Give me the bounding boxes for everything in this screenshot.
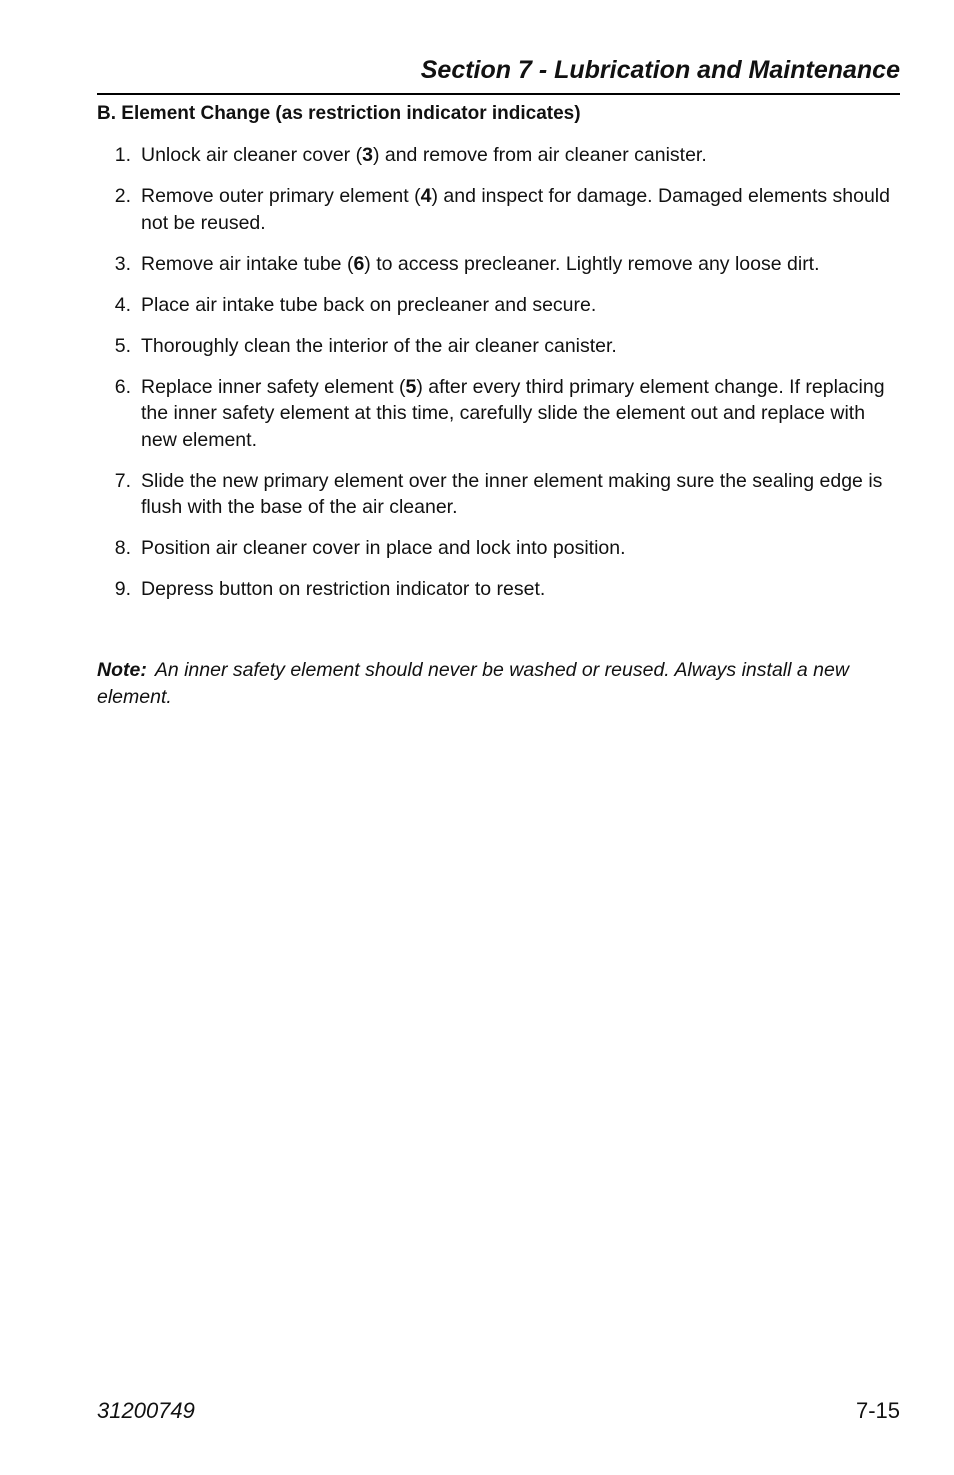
step-text: Slide the new primary element over the inner element making sure the sealing edge is flush with the base of the air cleaner. — [141, 469, 883, 518]
step-number: 4. — [114, 293, 131, 316]
callout-number: 3 — [362, 144, 373, 166]
step-text: Unlock air cleaner cover (3) and remove from air cleaner canister. — [141, 144, 707, 166]
step-item — [97, 576, 900, 603]
step-number: 9. — [114, 578, 131, 600]
step-number: 2. — [114, 185, 131, 207]
step-text: Remove outer primary element (4) and inspect for damage. Damaged elements should not be reused. — [141, 185, 890, 234]
step-item — [97, 142, 900, 169]
step-item — [97, 183, 900, 236]
step-number: 5. — [114, 334, 131, 357]
step-text: Place air intake tube back on precleaner and secure. — [141, 293, 597, 316]
procedure-heading: B. Element Change (as restriction indicator indicates) — [97, 103, 581, 124]
section-title: Section 7 - Lubrication and Maintenance — [420, 56, 900, 84]
step-text: Depress button on restriction indicator to reset. — [141, 578, 546, 600]
callout-number: 4 — [420, 185, 432, 207]
procedure-steps — [97, 142, 900, 617]
document-number: 31200749 — [97, 1398, 195, 1423]
step-number: 1. — [114, 144, 131, 166]
step-number: 3. — [114, 252, 131, 275]
page-number: 7-15 — [855, 1398, 900, 1423]
step-text: Thoroughly clean the interior of the air cleaner canister. — [141, 334, 617, 357]
note-text: An inner safety element should never be washed or reused. Always install a new element. — [97, 659, 849, 708]
step-text: Remove air intake tube (6) to access precleaner. Lightly remove any loose dirt. — [141, 252, 820, 275]
step-item — [97, 535, 900, 562]
note-block — [97, 657, 900, 710]
step-text: Position air cleaner cover in place and lock into position. — [141, 537, 626, 559]
callout-number: 5 — [405, 375, 417, 398]
step-number: 8. — [114, 537, 131, 559]
step-item — [97, 333, 900, 360]
step-item — [97, 251, 900, 278]
step-text: Replace inner safety element (5) after every third primary element change. If replacing the inner safety element at this time, carefully slide the element out and replace with new element. — [141, 375, 885, 451]
step-number: 6. — [114, 375, 131, 398]
step-item — [97, 292, 900, 319]
step-item — [97, 374, 900, 454]
callout-number: 6 — [353, 252, 365, 275]
step-item — [97, 468, 900, 521]
step-number: 7. — [114, 469, 131, 492]
header-divider — [97, 93, 900, 95]
note-label: Note: — [97, 659, 147, 681]
